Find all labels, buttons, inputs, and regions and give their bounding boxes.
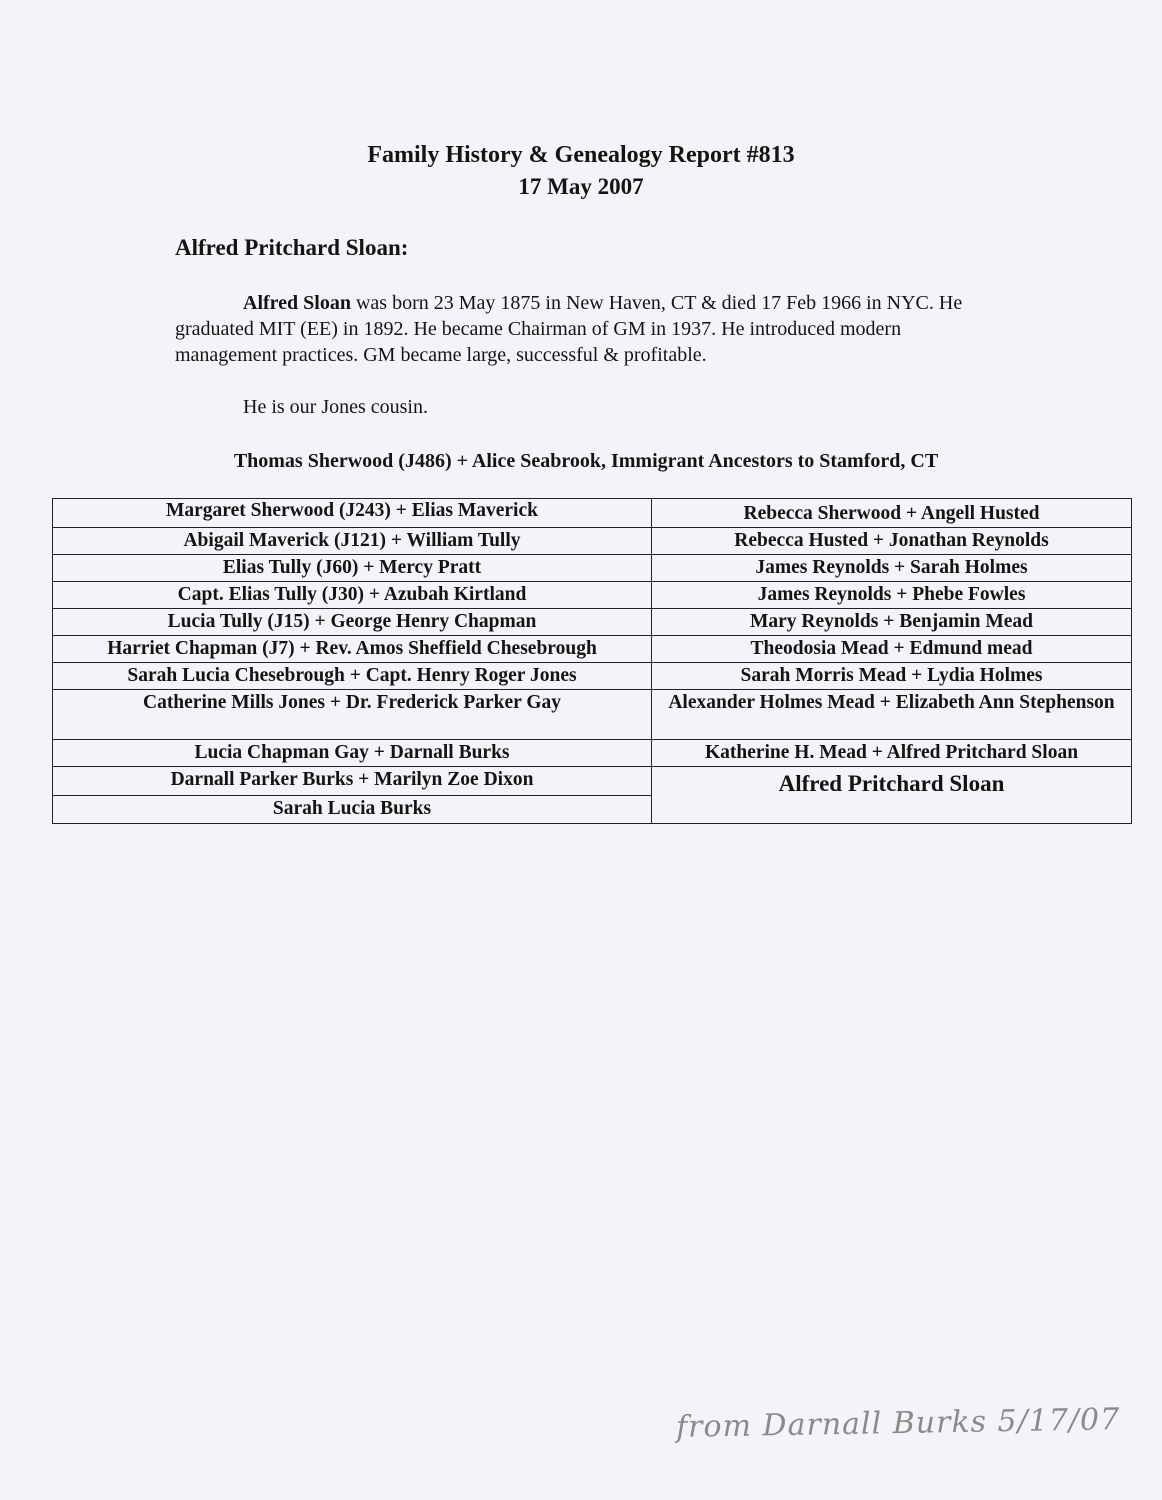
sherwood-line-cell: Alexander Holmes Mead + Elizabeth Ann Stephenson bbox=[652, 690, 1132, 740]
table-row bbox=[53, 582, 1132, 609]
subject-heading: Alfred Pritchard Sloan: bbox=[175, 235, 409, 260]
table-row bbox=[53, 636, 1132, 663]
table-row bbox=[53, 767, 1132, 796]
jones-line-cell: Margaret Sherwood (J243) + Elias Maverick bbox=[53, 499, 652, 528]
lineage-table bbox=[52, 498, 1132, 824]
report-title: Family History & Genealogy Report #813 bbox=[367, 142, 795, 168]
jones-line-cell: Lucia Tully (J15) + George Henry Chapman bbox=[53, 609, 652, 636]
sherwood-line-cell: Katherine H. Mead + Alfred Pritchard Sloan bbox=[652, 740, 1132, 767]
jones-line-cell: Abigail Maverick (J121) + William Tully bbox=[53, 528, 652, 555]
sherwood-line-cell: Rebecca Husted + Jonathan Reynolds bbox=[652, 528, 1132, 555]
sherwood-line-cell: Theodosia Mead + Edmund mead bbox=[652, 636, 1132, 663]
biography-paragraph bbox=[175, 290, 1005, 368]
report-date: 17 May 2007 bbox=[518, 174, 644, 199]
table-row bbox=[53, 555, 1132, 582]
handwritten-annotation: from Darnall Burks 5/17/07 bbox=[675, 1402, 1121, 1445]
sherwood-line-cell: Rebecca Sherwood + Angell Husted bbox=[652, 499, 1132, 528]
table-row bbox=[53, 499, 1132, 528]
relation-note: He is our Jones cousin. bbox=[243, 396, 428, 418]
sherwood-line-cell: Alfred Pritchard Sloan bbox=[652, 767, 1132, 824]
jones-line-cell: Elias Tully (J60) + Mercy Pratt bbox=[53, 555, 652, 582]
biography-text: was born 23 May 1875 in New Haven, CT & died 17 Feb 1966 in NYC. He graduated MIT (EE) in 1892. He became Chairman of GM in 1937. He introduced modern management practices. GM became large, successful & profitable. bbox=[175, 292, 963, 366]
sherwood-line-cell: James Reynolds + Phebe Fowles bbox=[652, 582, 1132, 609]
table-row bbox=[53, 740, 1132, 767]
immigrant-ancestors-line: Thomas Sherwood (J486) + Alice Seabrook, Immigrant Ancestors to Stamford, CT bbox=[233, 450, 939, 472]
table-row bbox=[53, 609, 1132, 636]
jones-line-cell: Catherine Mills Jones + Dr. Frederick Parker Gay bbox=[53, 690, 652, 740]
table-row bbox=[53, 663, 1132, 690]
table-row bbox=[53, 528, 1132, 555]
jones-line-cell: Darnall Parker Burks + Marilyn Zoe Dixon bbox=[53, 767, 652, 796]
biography-name: Alfred Sloan bbox=[243, 292, 351, 314]
jones-line-cell: Sarah Lucia Burks bbox=[53, 796, 652, 824]
jones-line-cell: Lucia Chapman Gay + Darnall Burks bbox=[53, 740, 652, 767]
jones-line-cell: Sarah Lucia Chesebrough + Capt. Henry Roger Jones bbox=[53, 663, 652, 690]
jones-line-cell: Capt. Elias Tully (J30) + Azubah Kirtland bbox=[53, 582, 652, 609]
jones-line-cell: Harriet Chapman (J7) + Rev. Amos Sheffield Chesebrough bbox=[53, 636, 652, 663]
table-row bbox=[53, 690, 1132, 740]
sherwood-line-cell: Sarah Morris Mead + Lydia Holmes bbox=[652, 663, 1132, 690]
sherwood-line-cell: James Reynolds + Sarah Holmes bbox=[652, 555, 1132, 582]
sherwood-line-cell: Mary Reynolds + Benjamin Mead bbox=[652, 609, 1132, 636]
